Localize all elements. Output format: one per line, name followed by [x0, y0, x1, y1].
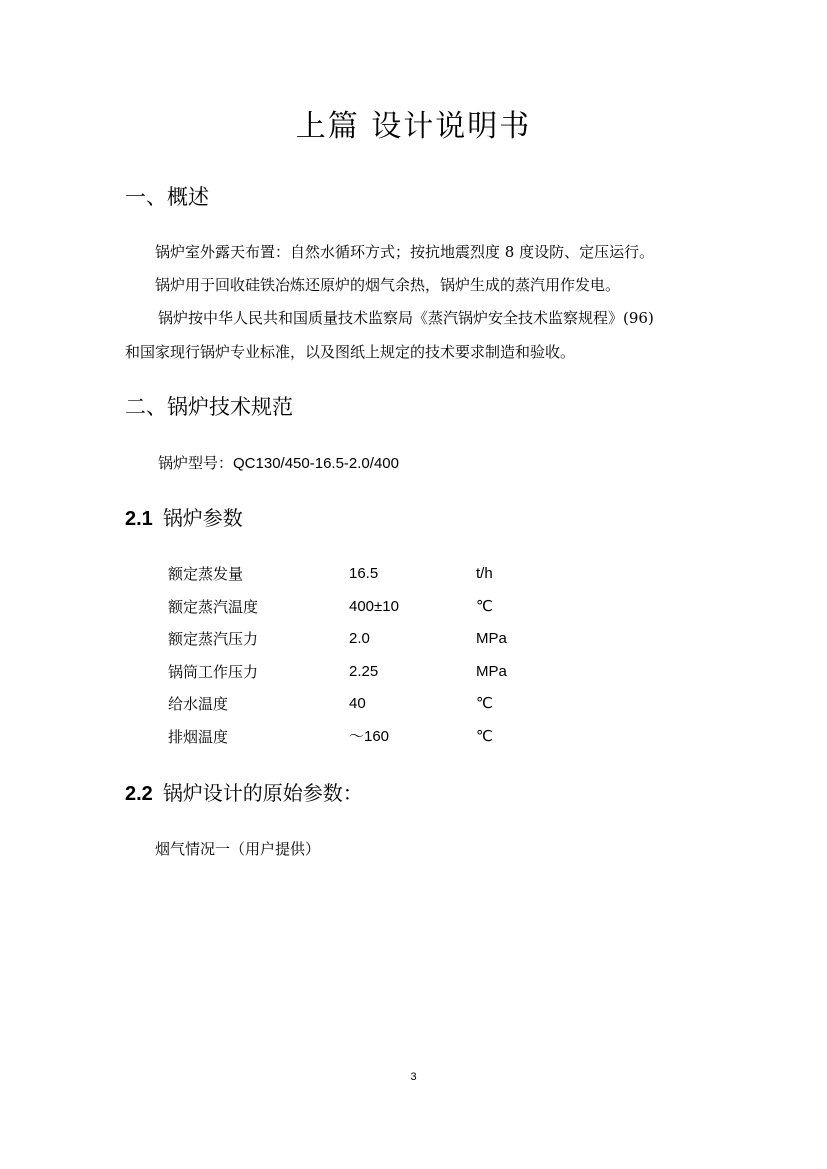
param-row-rated-steam-pressure	[168, 627, 568, 651]
param-unit: ℃	[476, 728, 493, 745]
boiler-model-line	[158, 451, 399, 476]
param-value: 16.5	[349, 565, 379, 582]
subsection-title: 锅炉参数	[162, 506, 243, 530]
subsection-title: 锅炉设计的原始参数：	[162, 781, 363, 805]
param-name: 额定蒸发量	[168, 565, 244, 583]
param-unit: MPa	[476, 663, 507, 680]
param-row-rated-evaporation	[168, 562, 568, 586]
paragraph-layout: 锅炉室外露天布置：自然水循环方式；按抗地震烈度 8 度设防、定压运行。	[155, 243, 655, 261]
section-heading-specification: 二、锅炉技术规范	[125, 395, 293, 419]
param-unit: MPa	[476, 630, 507, 647]
param-name: 给水温度	[168, 695, 229, 713]
param-value: 400±10	[349, 598, 399, 615]
param-value: ～160	[349, 728, 390, 745]
section-heading-overview: 一、概述	[125, 185, 209, 209]
param-value: 2.25	[349, 663, 379, 680]
param-value: 40	[349, 695, 366, 712]
param-row-drum-working-pressure	[168, 660, 568, 684]
param-name: 额定蒸汽压力	[168, 630, 259, 648]
param-value: 2.0	[349, 630, 370, 647]
paragraph-purpose: 锅炉用于回收硅铁冶炼还原炉的烟气余热，锅炉生成的蒸汽用作发电。	[155, 276, 621, 294]
subsection-number: 2.2	[125, 783, 153, 805]
param-name: 排烟温度	[168, 728, 229, 746]
subsection-number: 2.1	[125, 508, 153, 530]
page-number: 3	[410, 1071, 417, 1083]
param-row-feedwater-temperature	[168, 692, 568, 716]
paragraph-standard-line2: 和国家现行锅炉专业标准，以及图纸上规定的技术要求制造和验收。	[125, 343, 576, 361]
param-name: 锅筒工作压力	[168, 663, 259, 681]
param-row-exhaust-temperature	[168, 725, 568, 749]
subsection-heading-design-inputs	[125, 778, 363, 809]
document-title: 上篇 设计说明书	[295, 109, 532, 144]
subsection-heading-parameters	[125, 503, 243, 534]
boiler-model-value: QC130/450-16.5-2.0/400	[233, 455, 399, 472]
paragraph-standard-line1: 锅炉按中华人民共和国质量技术监察局《蒸汽锅炉安全技术监察规程》(96)	[158, 309, 654, 327]
param-unit: ℃	[476, 695, 493, 712]
param-name: 额定蒸汽温度	[168, 598, 259, 616]
param-unit: t/h	[476, 565, 493, 582]
flue-gas-case-line: 烟气情况一（用户提供）	[155, 840, 321, 858]
param-unit: ℃	[476, 598, 493, 615]
boiler-model-label: 锅炉型号：	[158, 454, 234, 472]
param-row-rated-steam-temperature	[168, 595, 568, 619]
